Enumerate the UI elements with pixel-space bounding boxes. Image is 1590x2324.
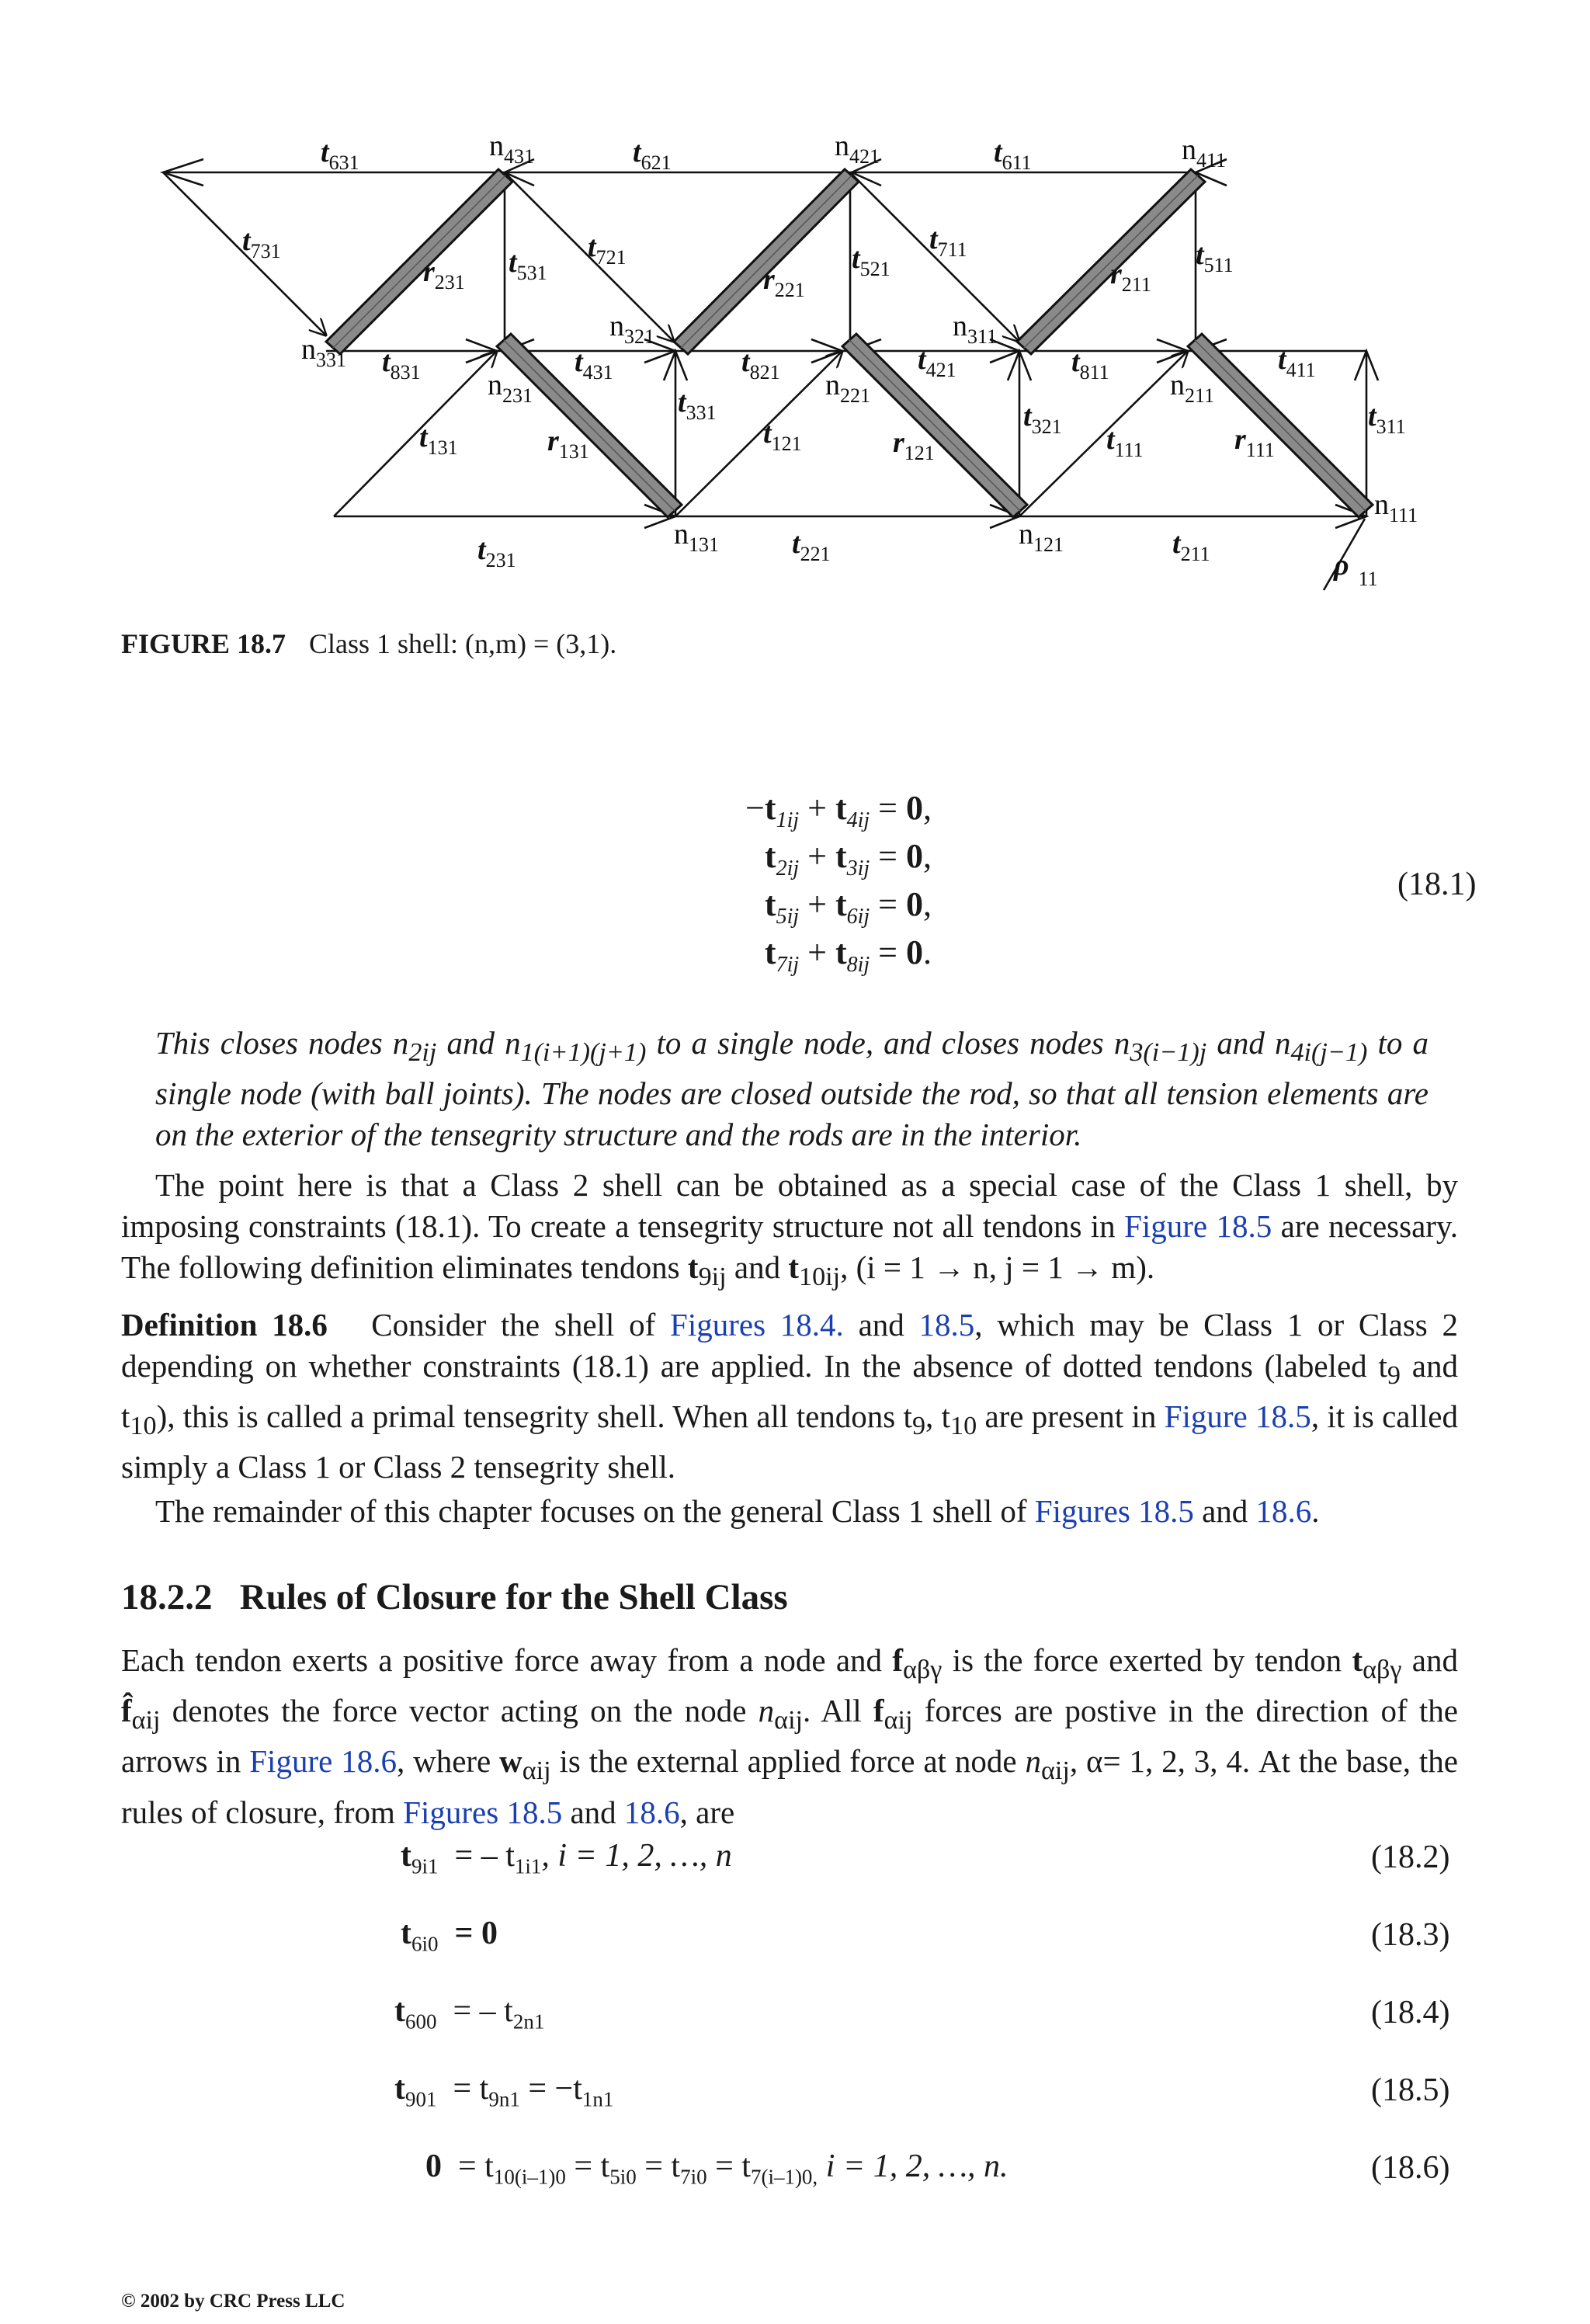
caption-label: FIGURE 18.7: [121, 628, 286, 659]
svg-text:n111: $n_{111}$: [1374, 488, 1418, 526]
svg-text:n331: $n_{331}$: [301, 333, 346, 371]
svg-text:n311: $n_{311}$: [953, 310, 998, 348]
svg-text:t311: $t_{311}$: [1368, 400, 1406, 438]
svg-text:r221: $r_{221}$: [763, 263, 805, 301]
svg-text:t121: $t_{121}$: [763, 417, 802, 455]
paragraph-remainder: The remainder of this chapter focuses on the general Class 1 shell of Figures 18.5 and 18.6.: [155, 1493, 1320, 1529]
equation-number-18-4: (18.4): [1371, 1995, 1450, 2030]
section-title: Rules of Closure for the Shell Class: [239, 1577, 788, 1617]
svg-text:t511: $t_{511}$: [1196, 238, 1234, 276]
svg-text:t631: $t_{631}$: [321, 136, 359, 174]
definition-18-6: Definition 18.6 Consider the shell of Figures 18.4. and 18.5, which may be Class 1 or Class 2 depending on whether constraints (18.1) are applied. In the absence of dotted tendons (labeled $t_9$ and $t_{10}$), this is called a primal tensegrity shell. When all tendons $t_9$, $t_{10}$ are present in Figure 18.5, it is called simply a Class 1 or Class 2 tensegrity shell.: [121, 1307, 1459, 1485]
eq-row: $t_{2ij} + t_{3ij} = 0$,: [764, 837, 932, 881]
svg-text:n421: $n_{421}$: [835, 130, 880, 168]
eq-row: $t_{7ij} + t_{8ij} = 0$.: [764, 933, 932, 977]
equation-number-18-1: (18.1): [1397, 867, 1477, 902]
svg-text:t431: $t_{431}$: [575, 346, 613, 384]
equation-18-6: $0 = t_{10(i-1)0} = t_{5i0} = t_{7i0} = t_{7(i-1)0,}$ i = 1, 2, …, n.: [425, 2149, 1009, 2189]
svg-text:t831: $t_{831}$: [382, 346, 421, 384]
section-number: 18.2.2: [121, 1577, 213, 1617]
eq-row: $t_{5ij} + t_{6ij} = 0$,: [764, 885, 932, 929]
svg-text:t421: $t_{421}$: [918, 343, 956, 381]
svg-text:t131: $t_{131}$: [419, 421, 458, 459]
svg-text:t111: $t_{111}$: [1106, 423, 1144, 461]
svg-text:t731: $t_{731}$: [242, 224, 281, 262]
svg-text:n231: $n_{231}$: [488, 369, 533, 407]
caption-text: Class 1 shell: (n,m) = (3,1).: [309, 628, 617, 659]
svg-text:t221: $t_{221}$: [792, 527, 831, 565]
svg-text:r211: $r_{211}$: [1110, 258, 1151, 296]
svg-text:n221: $n_{221}$: [825, 369, 870, 407]
equation-18-4: $t_{600}$ = – $t_{2n1}$: [394, 1993, 545, 2034]
svg-text:r231: $r_{231}$: [423, 255, 465, 294]
svg-text:t211: $t_{211}$: [1172, 527, 1210, 565]
svg-text:r111: $r_{111}$: [1234, 423, 1275, 461]
equation-number-18-6: (18.6): [1371, 2150, 1450, 2186]
svg-text:t711: $t_{711}$: [929, 223, 967, 261]
definition-label: Definition 18.6: [121, 1307, 328, 1343]
svg-text:n131: $n_{131}$: [674, 518, 719, 556]
figure-18-7-diagram: [0, 0, 1590, 621]
equation-number-18-2: (18.2): [1371, 1839, 1450, 1875]
svg-text:r131: $r_{131}$: [547, 425, 589, 463]
svg-text:t521: $t_{521}$: [852, 242, 890, 280]
svg-text:t531: $t_{531}$: [509, 246, 547, 284]
equation-18-3: $t_{6i0} = 0$: [401, 1916, 498, 1956]
svg-text:t611: $t_{611}$: [994, 136, 1032, 174]
svg-text:t321: $t_{321}$: [1023, 400, 1062, 438]
equation-18-2: $t_{9i1}$ = – $t_{1i1}$, i = 1, 2, …, n: [401, 1838, 732, 1878]
svg-text:t411: $t_{411}$: [1278, 343, 1316, 381]
copyright-footer: © 2002 by CRC Press LLC: [121, 2291, 345, 2312]
italic-paragraph: This closes nodes $n_{2ij}$ and $n_{1(i+1)(j+1)}$ to a single node, and closes nodes $n_{3(i-1)j}$ and $n_{4i(j-1)}$ to a single node (with ball joints). The nodes are closed outside the rod, so that all tension elements are on the exterior of the tensegrity structure and the rods are in the interior.: [155, 1025, 1429, 1153]
paragraph-class2-shell: The point here is that a Class 2 shell can be obtained as a special case of the Class 1 shell, by imposing constraints (18.1). To create a tensegrity structure not all tendons in Figure 18.5 are necessary. The following definition eliminates tendons $t_{9ij}$ and $t_{10ij}$, (i = 1 → n, j = 1 → m).: [121, 1167, 1459, 1292]
svg-text:n431: $n_{431}$: [489, 130, 534, 168]
link-figure-18-5b[interactable]: Figure 18.5: [1164, 1398, 1311, 1435]
figure-caption: [121, 627, 616, 660]
svg-text:t331: $t_{331}$: [678, 386, 717, 424]
equation-18-1: [683, 784, 932, 977]
link-figures-18-5c[interactable]: Figures 18.5: [403, 1794, 563, 1830]
svg-text:r121: $r_{121}$: [893, 426, 935, 464]
svg-text:t821: $t_{821}$: [741, 346, 780, 384]
link-figure-18-6[interactable]: Figure 18.6: [249, 1743, 397, 1780]
svg-text:n211: $n_{211}$: [1170, 369, 1215, 407]
svg-text:t811: $t_{811}$: [1071, 346, 1109, 384]
link-18-6[interactable]: 18.6: [1255, 1493, 1312, 1529]
link-18-6b[interactable]: 18.6: [623, 1794, 680, 1830]
svg-text:n321: $n_{321}$: [609, 310, 654, 348]
link-18-5[interactable]: 18.5: [918, 1307, 975, 1343]
svg-text:n411: $n_{411}$: [1182, 134, 1227, 172]
tendon-t711: [850, 172, 1019, 342]
svg-text:t721: $t_{721}$: [588, 231, 627, 269]
paragraph-rules-of-closure: Each tendon exerts a positive force away from a node and $f_{\alpha\beta\gamma}$ is the force exerted by tendon $t_{\alpha\beta\gamma}$ and $f̂_{\alpha ij}$ denotes the force vector acting on the node $n_{\alpha ij}$. All $f_{\alpha ij}$ forces are postive in the direction of the arrows in Figure 18.6, where $w_{\alpha ij}$ is the external applied force at node $n_{\alpha ij}$, α= 1, 2, 3, 4. At the base, the rules of closure, from Figures 18.5 and 18.6, are: [121, 1642, 1458, 1830]
eq-row: $-t_{1ij} + t_{4ij} = 0$,: [745, 789, 932, 832]
svg-text:t621: $t_{621}$: [633, 136, 672, 174]
svg-text:n121: $n_{121}$: [1019, 518, 1064, 556]
link-figures-18-5[interactable]: Figures 18.5: [1034, 1493, 1194, 1529]
equation-number-18-3: (18.3): [1371, 1917, 1450, 1953]
section-heading: [121, 1576, 788, 1618]
svg-text:t231: $t_{231}$: [477, 533, 516, 571]
link-figures-18-4[interactable]: Figures 18.4.: [670, 1307, 844, 1343]
link-figure-18-5[interactable]: Figure 18.5: [1124, 1208, 1272, 1244]
equation-number-18-5: (18.5): [1371, 2072, 1450, 2108]
equation-18-5: $t_{901} = t_{9n1} = -t_{1n1}$: [394, 2071, 614, 2111]
svg-text:ρ11: ρ $_{11}$: [1334, 549, 1378, 590]
